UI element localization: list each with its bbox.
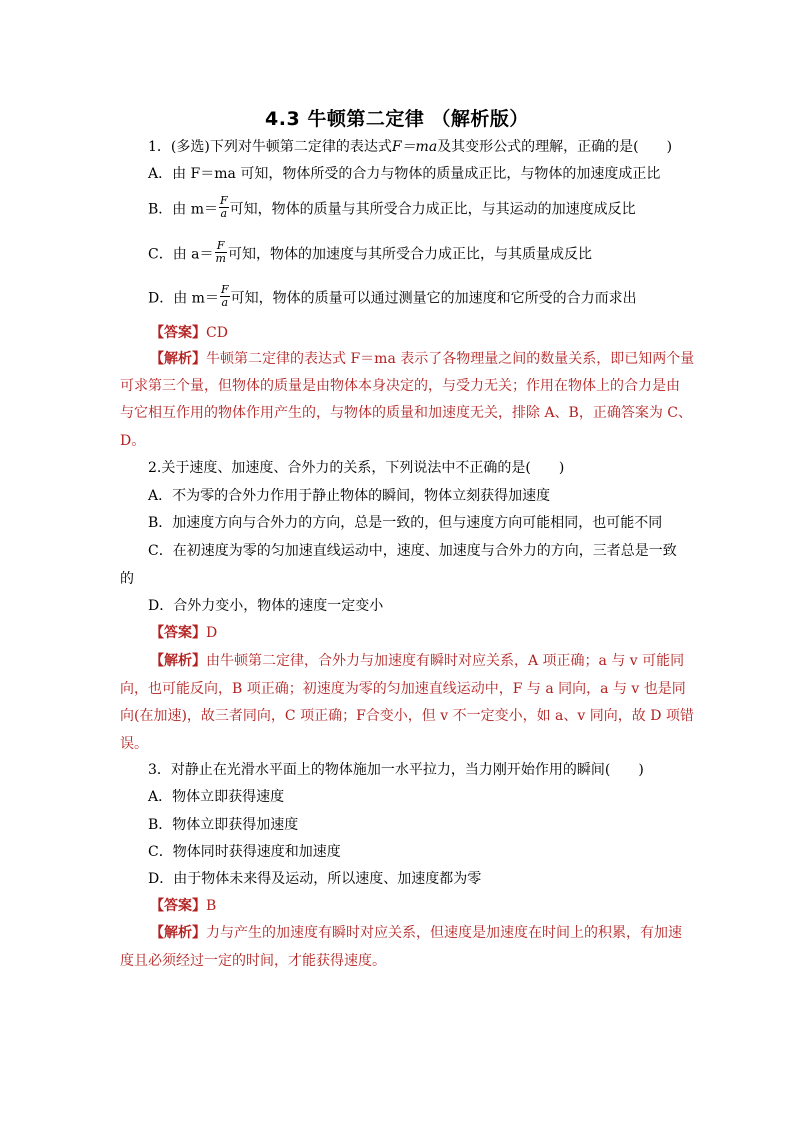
- answer-value: B: [206, 898, 217, 914]
- explanation-text: 力与产生的加速度有瞬时对应关系，但速度是加速度在时间上的积累，有加速: [206, 925, 682, 941]
- fraction-denominator: m: [215, 252, 226, 265]
- option-b-text: 可知，物体的质量与其所受合力成正比，与其运动的加速度成反比: [229, 201, 636, 218]
- question-1-answer: [150, 323, 228, 343]
- question-1-explanation-line-3: 与它相互作用的物体作用产生的，与物体的质量和加速度无关，排除 A、B，正确答案为 C、: [120, 405, 693, 421]
- fraction-denominator: a: [221, 296, 229, 309]
- question-2-answer: [150, 623, 217, 643]
- fraction-numerator: F: [215, 240, 227, 253]
- fraction-f-over-m: [215, 240, 227, 265]
- question-2-explanation-line-2: 向，也可能反向，B 项正确；初速度为零的匀加速直线运动中，F 与 a 同向，a 与 v 也是同: [120, 681, 686, 697]
- question-2-stem: 2.关于速度、加速度、合外力的关系，下列说法中不正确的是( ): [148, 460, 565, 476]
- question-1-explanation-line-2: 可求第三个量，但物体的质量是由物体本身决定的，与受力无关；作用在物体上的合力是由: [120, 378, 680, 394]
- fraction-numerator: F: [220, 283, 229, 296]
- question-3-stem: 3．对静止在光滑水平面上的物体施加一水平拉力，当力刚开始作用的瞬间( ): [148, 762, 644, 778]
- question-3-option-b: B．物体立即获得加速度: [148, 817, 299, 833]
- question-1-explanation-line-4: D。: [120, 433, 146, 449]
- question-1-option-a: A．由 F＝ma 可知，物体所受的合力与物体的质量成正比，与物体的加速度成正比: [148, 166, 661, 182]
- fraction-numerator: F: [220, 194, 228, 207]
- fraction-f-over-a: [220, 284, 230, 309]
- question-2-option-a: A．不为零的合外力作用于静止物体的瞬间，物体立刻获得加速度: [148, 488, 551, 504]
- question-3-answer: [150, 896, 216, 916]
- answer-value: D: [206, 625, 218, 641]
- question-3-option-a: A．物体立即获得速度: [148, 789, 285, 805]
- explanation-tag: 【解析】: [150, 351, 206, 367]
- explanation-text: 由牛顿第二定律，合外力与加速度有瞬时对应关系，A 项正确；a 与 v 可能同: [206, 653, 685, 669]
- answer-tag: 【答案】: [150, 325, 206, 341]
- question-1-stem-text-b: 及其变形公式的理解，正确的是( ): [437, 139, 673, 155]
- explanation-text: 牛顿第二定律的表达式 F＝ma 表示了各物理量之间的数量关系，即已知两个量: [206, 351, 695, 367]
- question-1-formula: F＝ma: [391, 139, 438, 155]
- question-2-explanation-line-4: 误。: [120, 736, 148, 752]
- option-d-text: 可知，物体的质量可以通过测量它的加速度和它所受的合力而求出: [230, 290, 637, 307]
- document-title: 4.3 牛顿第二定律 （解析版）: [265, 108, 529, 130]
- question-3-option-c: C．物体同时获得速度和加速度: [148, 844, 341, 860]
- explanation-tag: 【解析】: [150, 653, 206, 669]
- question-3-explanation-line-1: [150, 923, 682, 943]
- option-b-prefix: B．由 m＝: [148, 201, 219, 218]
- question-2-explanation-line-1: [150, 651, 684, 671]
- question-1-option-d: [148, 283, 637, 311]
- question-1-explanation-line-1: [150, 349, 694, 369]
- option-c-prefix: C．由 a＝: [148, 246, 214, 263]
- fraction-f-over-a: [219, 195, 229, 220]
- explanation-tag: 【解析】: [150, 925, 206, 941]
- answer-tag: 【答案】: [150, 898, 206, 914]
- question-1-stem: [148, 137, 672, 157]
- question-2-explanation-line-3: 向(在加速)，故三者同向，C 项正确；F合变小，但 v 不一定变小，如 a、v 同向，故 D 项错: [120, 708, 694, 724]
- question-3-option-d: D．由于物体未来得及运动，所以速度、加速度都为零: [148, 871, 482, 887]
- answer-tag: 【答案】: [150, 625, 206, 641]
- answer-value: CD: [206, 325, 228, 341]
- question-1-stem-text-a: 1．(多选)下列对牛顿第二定律的表达式: [148, 139, 392, 155]
- question-2-option-d: D．合外力变小，物体的速度一定变小: [148, 598, 384, 614]
- question-2-option-b: B．加速度方向与合外力的方向，总是一致的，但与速度方向可能相同，也可能不同: [148, 515, 663, 531]
- option-c-text: 可知，物体的加速度与其所受合力成正比，与其质量成反比: [227, 246, 592, 263]
- question-1-option-c: [148, 239, 592, 267]
- question-2-option-c-line-1: C．在初速度为零的匀加速直线运动中，速度、加速度与合外力的方向，三者总是一致: [148, 543, 677, 559]
- option-d-prefix: D．由 m＝: [148, 290, 219, 307]
- fraction-denominator: a: [220, 207, 228, 220]
- question-3-explanation-line-2: 度且必须经过一定的时间，才能获得速度。: [120, 953, 386, 969]
- question-2-option-c-line-2: 的: [120, 571, 134, 587]
- question-1-option-b: [148, 194, 636, 222]
